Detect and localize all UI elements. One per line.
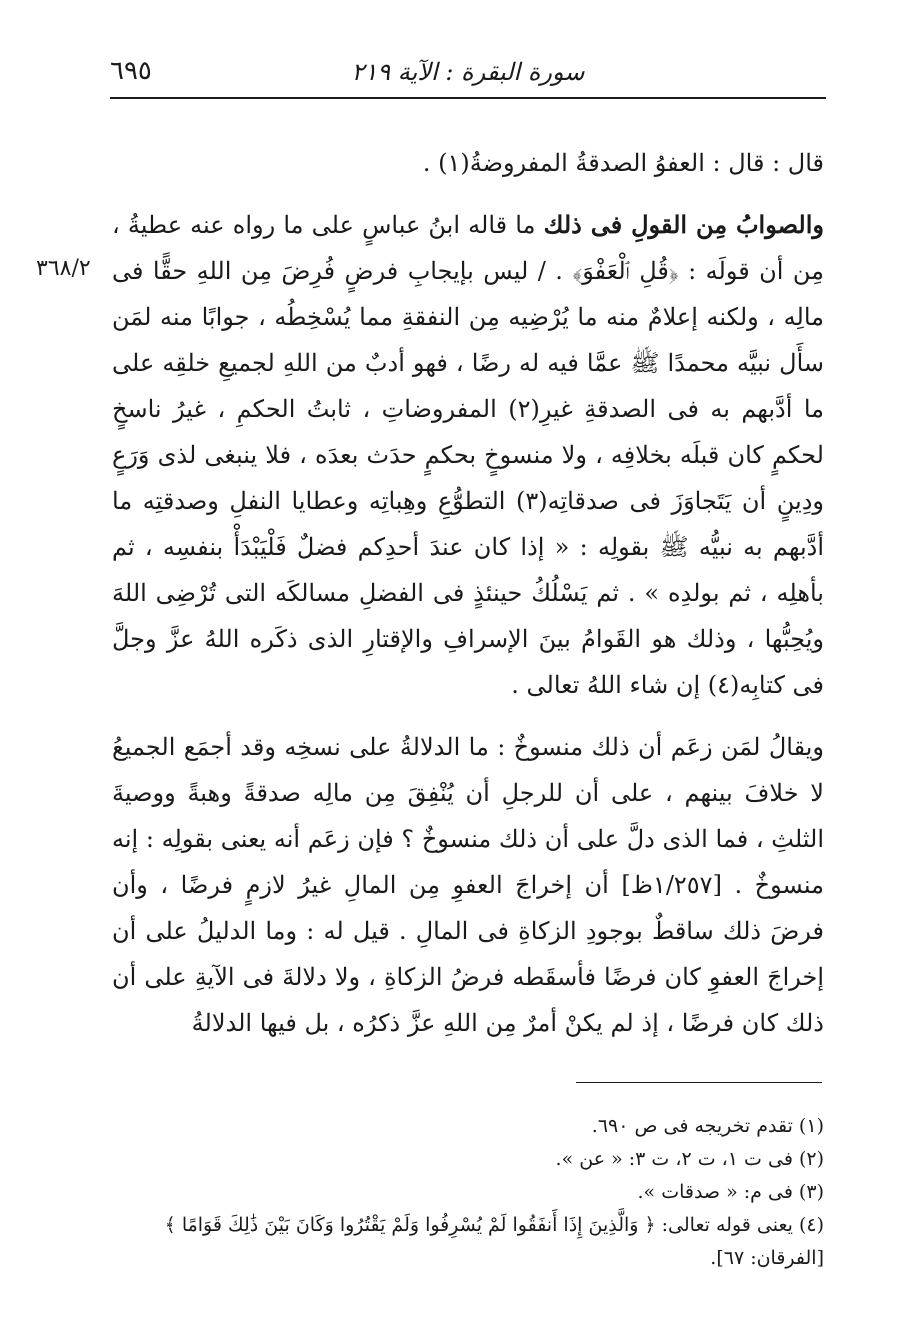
paragraph-1: قال : قال : العفوُ الصدقةُ المفروضةُ(١) . [422,149,824,177]
footnote-2: (٢) فى ت ١، ت ٢، ت ٣: « عن ». [555,1148,824,1170]
footnote-3: (٣) فى م: « صدقات ». [637,1181,824,1203]
footnotes [112,1110,824,1275]
paragraph-3: ويقالُ لمَن زعَم أن ذلك منسوخٌ : ما الدلالةُ على نسخِه وقد أجمَع الجميعُ لا خلافَ بينهم ، على أن للرجلِ أن يُنْفِقَ مِن مالِه صدقةً وهبةً ووصيةَ الثلثِ ، فما الذى دلَّ على أن ذلك منسوخٌ ؟ فإن زعَم أنه يعنى بقولِه : إنه منسوخٌ . [١/٢٥٧ظ] أن إخراجَ العفوِ مِن المالِ غيرُ لازمٍ فرضًا ، وأن فرضَ ذلك ساقطٌ بوجودِ الزكاةِ فى المالِ . قيل له : وما الدليلُ على أن إخراجَ العفوِ كان فرضًا فأسقَطه فرضُ الزكاةِ ، ولا دلالةَ فى الآيةِ على أن ذلك كان فرضًا ، إذ لم يكنْ أمرٌ مِن اللهِ عزَّ ذكرُه ، بل فيها الدلالةُ [112,733,825,1037]
footnote-4: (٤) يعنى قوله تعالى: ﴿ وَالَّذِينَ إِذَا أَنفَقُوا لَمْ يُسْرِفُوا وَلَمْ يَقْتُرُوا وَكَانَ بَيْنَ ذَٰلِكَ قَوَامًا ﴾ [الفرقان: ٦٧]. [164,1214,824,1269]
page-header [110,50,826,96]
header-rule [110,97,826,99]
main-text [112,140,824,1046]
page-number: ٦٩٥ [110,56,152,86]
paragraph-2-lead: والصوابُ مِن القولِ فى ذلك [543,210,824,239]
footnote-rule [576,1082,822,1083]
paragraph-2-body: ما قاله ابنُ عباسٍ على ما رواه عنه عطيةُ ، مِن أن قولَه : ﴿قُلِ ٱلْعَفْوَ﴾ . / ليس بإيجابِ فرضٍ فُرِضَ مِن اللهِ حقًّا فى مالِه ، ولكنه إعلامٌ منه ما يُرْضِيه مِن النفقةِ مما يُسْخِطُه ، جوابًا منه لمَن سأَل نبيَّه محمدًا ﷺ عمَّا فيه له رضًا ، فهو أدبٌ من اللهِ لجميعِ خلقِه على ما أدَّبهم به فى الصدقةِ غيرِ(٢) المفروضاتِ ، ثابتُ الحكمِ ، غيرُ ناسخٍ لحكمٍ كان قبلَه بخلافِه ، ولا منسوخٍ بحكمٍ حدَث بعدَه ، فلا ينبغى لذى وَرَعٍ ودِينٍ أن يَتَجاوَزَ فى صدقاتِه(٣) التطوُّعِ وهِباتِه وعطايا النفلِ وصدقتِه ما أدَّبهم به نبيُّه ﷺ بقولِه : « إذا كان عندَ أحدِكم فضلٌ فَلْيَبْدَأْ بنفسِه ، ثم بأهلِه ، ثم بولدِه » . ثم يَسْلُكُ حينئذٍ فى الفضلِ مسالكَه التى تُرْضِى اللهَ ويُحِبُّها ، وذلك هو القَوامُ بينَ الإسرافِ والإقتارِ الذى ذكَره اللهُ عزَّ وجلَّ فى كتابِه(٤) إن شاء اللهُ تعالى . [112,211,825,699]
running-title: سورة البقرة : الآية ٢١٩ [351,58,585,86]
footnote-1: (١) تقدم تخريجه فى ص ٦٩٠. [591,1115,824,1137]
paragraph-2 [112,202,824,708]
margin-reference: ٣٦٨/٢ [36,256,91,281]
